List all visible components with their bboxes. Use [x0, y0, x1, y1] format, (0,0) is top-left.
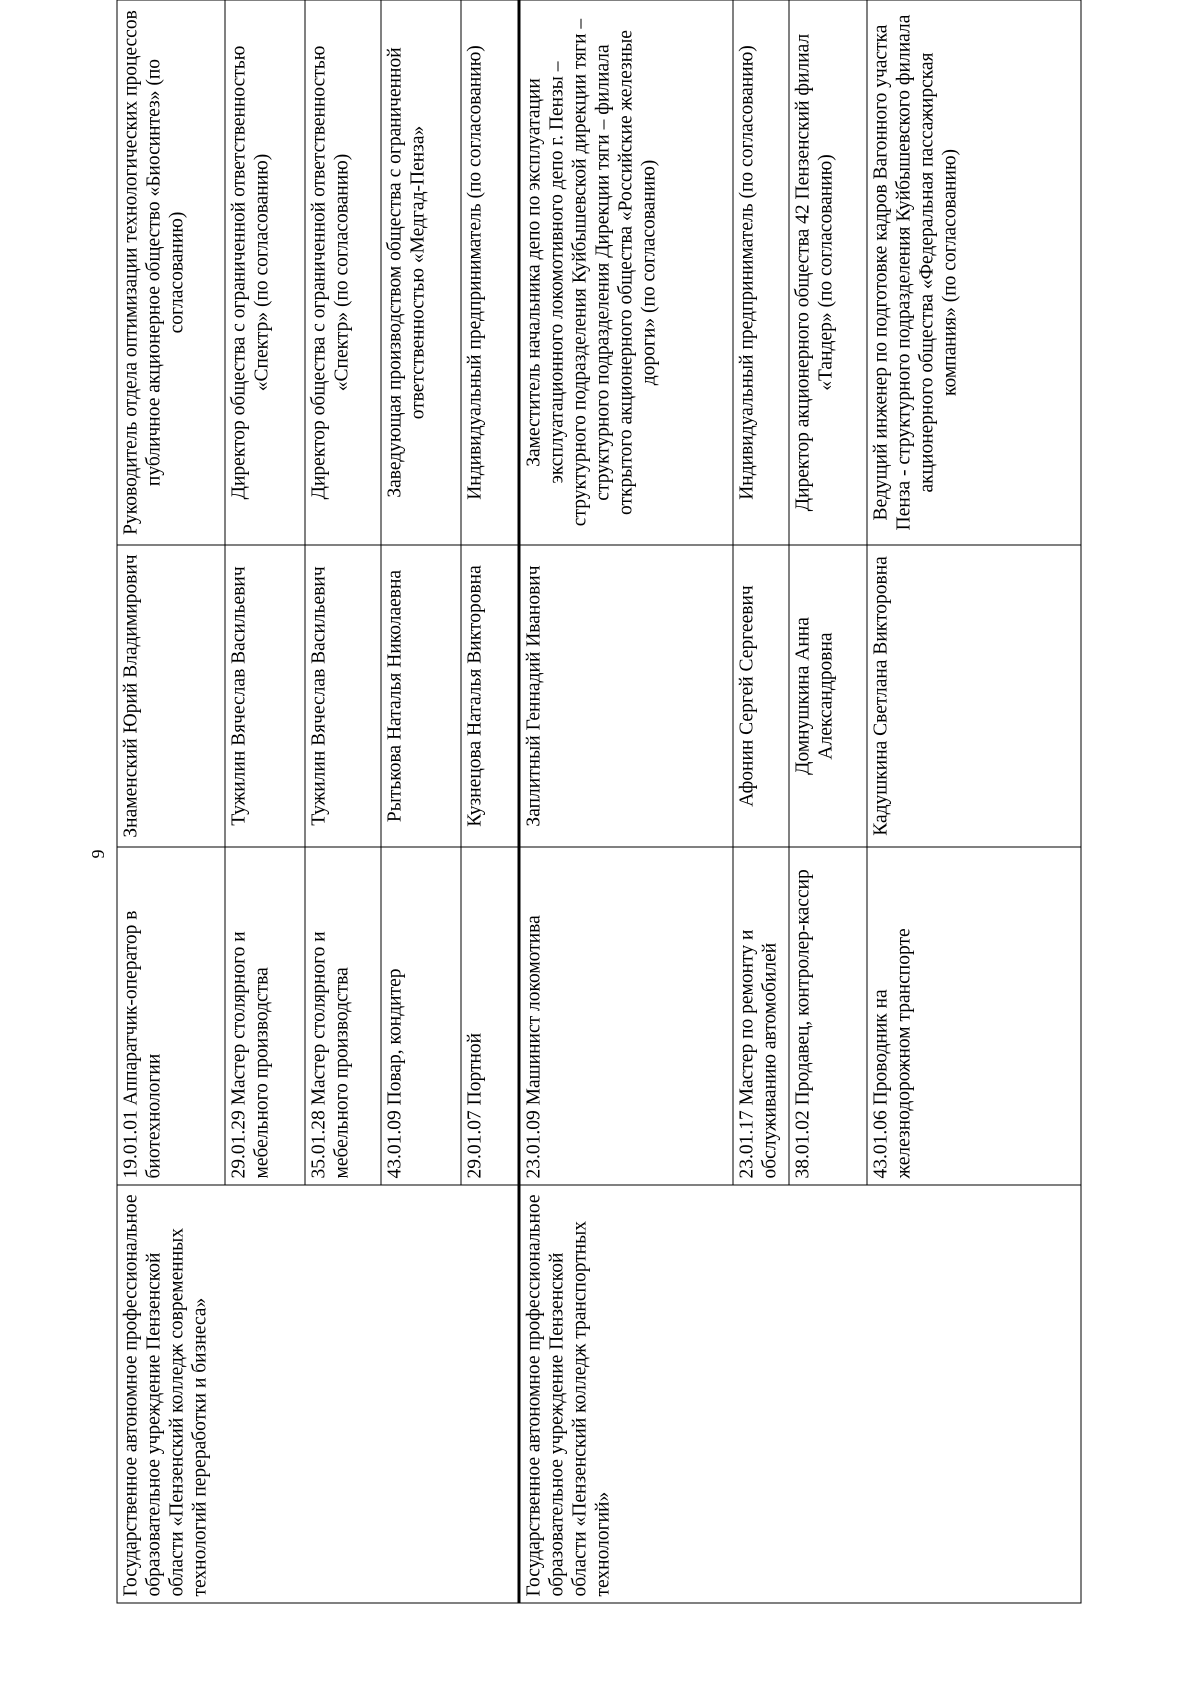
profession-cell: 43.01.06 Проводник на железнодорожном транспорте: [867, 847, 1081, 1185]
person-cell: Рытькова Наталья Николаевна: [381, 545, 461, 847]
position-cell: Заместитель начальника депо по эксплуатации эксплуатационного локомотивного депо г. Пензы – структурного подразделения Куйбышевской дирекции тяги – структурного подразделения Дирекции тяги – филиала открытого акционерного общества «Российские железные дороги» (по согласованию): [519, 0, 733, 545]
institution-cell: Государственное автономное профессиональное образовательное учреждение Пензенской области «Пензенский колледж транспортных технологий»: [519, 1185, 1081, 1603]
position-cell: Индивидуальный предприниматель (по согласованию): [461, 0, 519, 545]
table-row: [519, 0, 733, 1603]
position-cell: Индивидуальный предприниматель (по согласованию): [733, 0, 789, 545]
position-cell: Руководитель отдела оптимизации технологических процессов публичное акционерное общество «Биосинтез» (по согласованию): [117, 0, 225, 545]
position-cell: Директор акционерного общества 42 Пензенский филиал «Тандер» (по согласованию): [789, 0, 867, 545]
profession-cell: 35.01.28 Мастер столярного и мебельного производства: [305, 847, 381, 1185]
position-cell: Ведущий инженер по подготовке кадров Вагонного участка Пенза - структурного подразделения Куйбышевского филиала акционерного общества «Федеральная пассажирская компания» (по согласованию): [867, 0, 1081, 545]
person-cell: Заплитный Геннадий Иванович: [519, 545, 733, 847]
profession-cell: 19.01.01 Аппаратчик-оператор в биотехнологии: [117, 847, 225, 1185]
position-cell: Заведующая производством общества с ограниченной ответственностью «Медгад-Пенза»: [381, 0, 461, 545]
person-cell: Домнушкина Анна Александровна: [789, 545, 867, 847]
person-cell: Афонин Сергей Сергеевич: [733, 545, 789, 847]
person-cell: Кадушкина Светлана Викторовна: [867, 545, 1081, 847]
commission-table: [117, 0, 1082, 1604]
profession-cell: 29.01.07 Портной: [461, 847, 519, 1185]
profession-cell: 23.01.09 Машинист локомотива: [519, 847, 733, 1185]
profession-cell: 23.01.17 Мастер по ремонту и обслуживанию автомобилей: [733, 847, 789, 1185]
profession-cell: 43.01.09 Повар, кондитер: [381, 847, 461, 1185]
person-cell: Кузнецова Наталья Викторовна: [461, 545, 519, 847]
page-number: 9: [88, 849, 108, 859]
person-cell: Тужилин Вячеслав Васильевич: [305, 545, 381, 847]
position-cell: Директор общества с ограниченной ответственностью «Спектр» (по согласованию): [225, 0, 305, 545]
profession-cell: 29.01.29 Мастер столярного и мебельного производства: [225, 847, 305, 1185]
commission-table-wrapper: [117, 1, 1081, 1604]
institution-cell: Государственное автономное профессиональное образовательное учреждение Пензенской области «Пензенский колледж современных технологий переработки и бизнеса»: [117, 1185, 519, 1603]
table-row: [117, 0, 225, 1603]
person-cell: Тужилин Вячеслав Васильевич: [225, 545, 305, 847]
position-cell: Директор общества с ограниченной ответственностью «Спектр» (по согласованию): [305, 0, 381, 545]
person-cell: Знаменский Юрий Владимирович: [117, 545, 225, 847]
profession-cell: 38.01.02 Продавец, контролер-кассир: [789, 847, 867, 1185]
